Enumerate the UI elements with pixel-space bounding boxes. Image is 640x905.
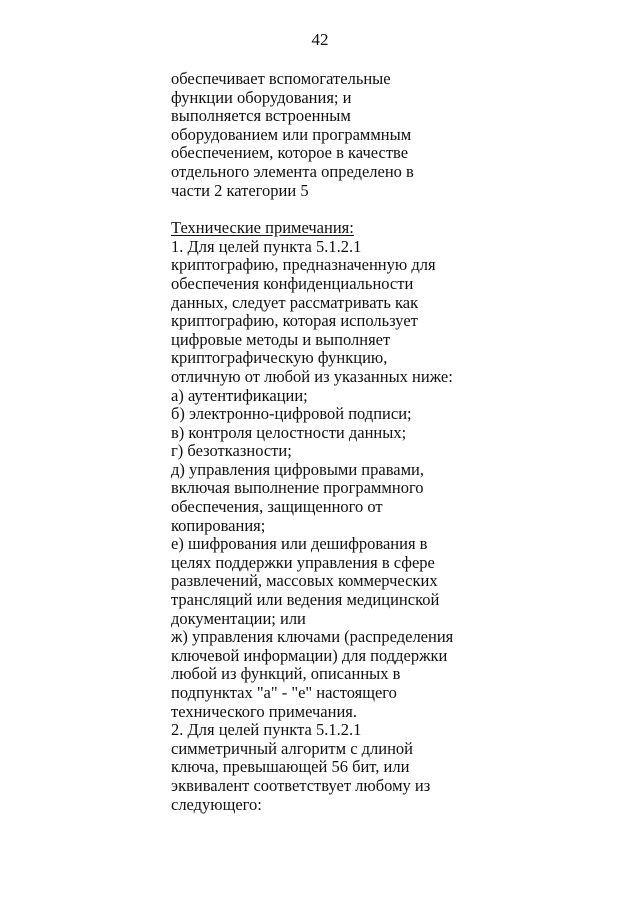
intro-paragraph	[171, 70, 471, 200]
text-line: выполняется встроенным	[171, 106, 351, 126]
text-line: криптографию, предназначенную для	[171, 255, 436, 275]
text-line: отличную от любой из указанных ниже:	[171, 366, 453, 386]
text-line: развлечений, массовых коммерческих	[171, 571, 438, 591]
list-item-zh: ж) управления ключами (распределения	[171, 627, 454, 647]
list-item-b: б) электронно-цифровой подписи;	[171, 404, 412, 424]
text-line: документации; или	[171, 608, 306, 628]
text-line: цифровые методы и выполняет	[171, 329, 391, 349]
text-line: обеспечением, которое в качестве	[171, 143, 409, 163]
text-line: отдельного элемента определено в	[171, 161, 414, 181]
list-item-d: д) управления цифровыми правами,	[171, 459, 424, 479]
list-item-v: в) контроля целостности данных;	[171, 422, 407, 442]
technical-notes	[171, 219, 471, 814]
technical-notes-heading: Технические примечания:	[171, 218, 354, 238]
list-item-a: а) аутентификации;	[171, 385, 308, 405]
text-line: 1. Для целей пункта 5.1.2.1	[171, 236, 362, 256]
text-line: обеспечивает вспомогательные	[171, 69, 391, 88]
text-line: целях поддержки управления в сфере	[171, 552, 435, 572]
text-line: ключа, превышающей 56 бит, или	[171, 757, 410, 777]
note-2-start: 2. Для целей пункта 5.1.2.1	[171, 720, 362, 740]
text-line: копирования;	[171, 515, 266, 535]
text-line: трансляций или ведения медицинской	[171, 590, 440, 610]
document-body	[171, 70, 471, 814]
text-line: подпунктах "а" - "е" настоящего	[171, 683, 397, 702]
text-line: данных, следует рассматривать как	[171, 292, 419, 312]
text-line: технического примечания.	[171, 701, 358, 721]
text-line: функции оборудования; и	[171, 87, 352, 107]
text-line: ключевой информации) для поддержки	[171, 645, 448, 665]
list-item-g: г) безотказности;	[171, 441, 292, 461]
text-line: обеспечения конфиденциальности	[171, 273, 414, 293]
text-line: эквивалент соответствует любому из	[171, 775, 431, 795]
list-item-e: е) шифрования или дешифрования в	[171, 534, 428, 554]
text-line: включая выполнение программного	[171, 478, 424, 498]
text-line: следующего:	[171, 794, 262, 814]
text-line: криптографическую функцию,	[171, 348, 388, 368]
paragraph-gap	[171, 200, 471, 219]
text-line: обеспечения, защищенного от	[171, 497, 383, 517]
text-line: любой из функций, описанных в	[171, 664, 401, 684]
page-number: 42	[311, 30, 329, 49]
text-line: симметричный алгоритм с длиной	[171, 738, 414, 758]
text-line: криптографию, которая использует	[171, 311, 418, 331]
text-line: части 2 категории 5	[171, 180, 309, 200]
text-line: оборудованием или программным	[171, 124, 412, 144]
